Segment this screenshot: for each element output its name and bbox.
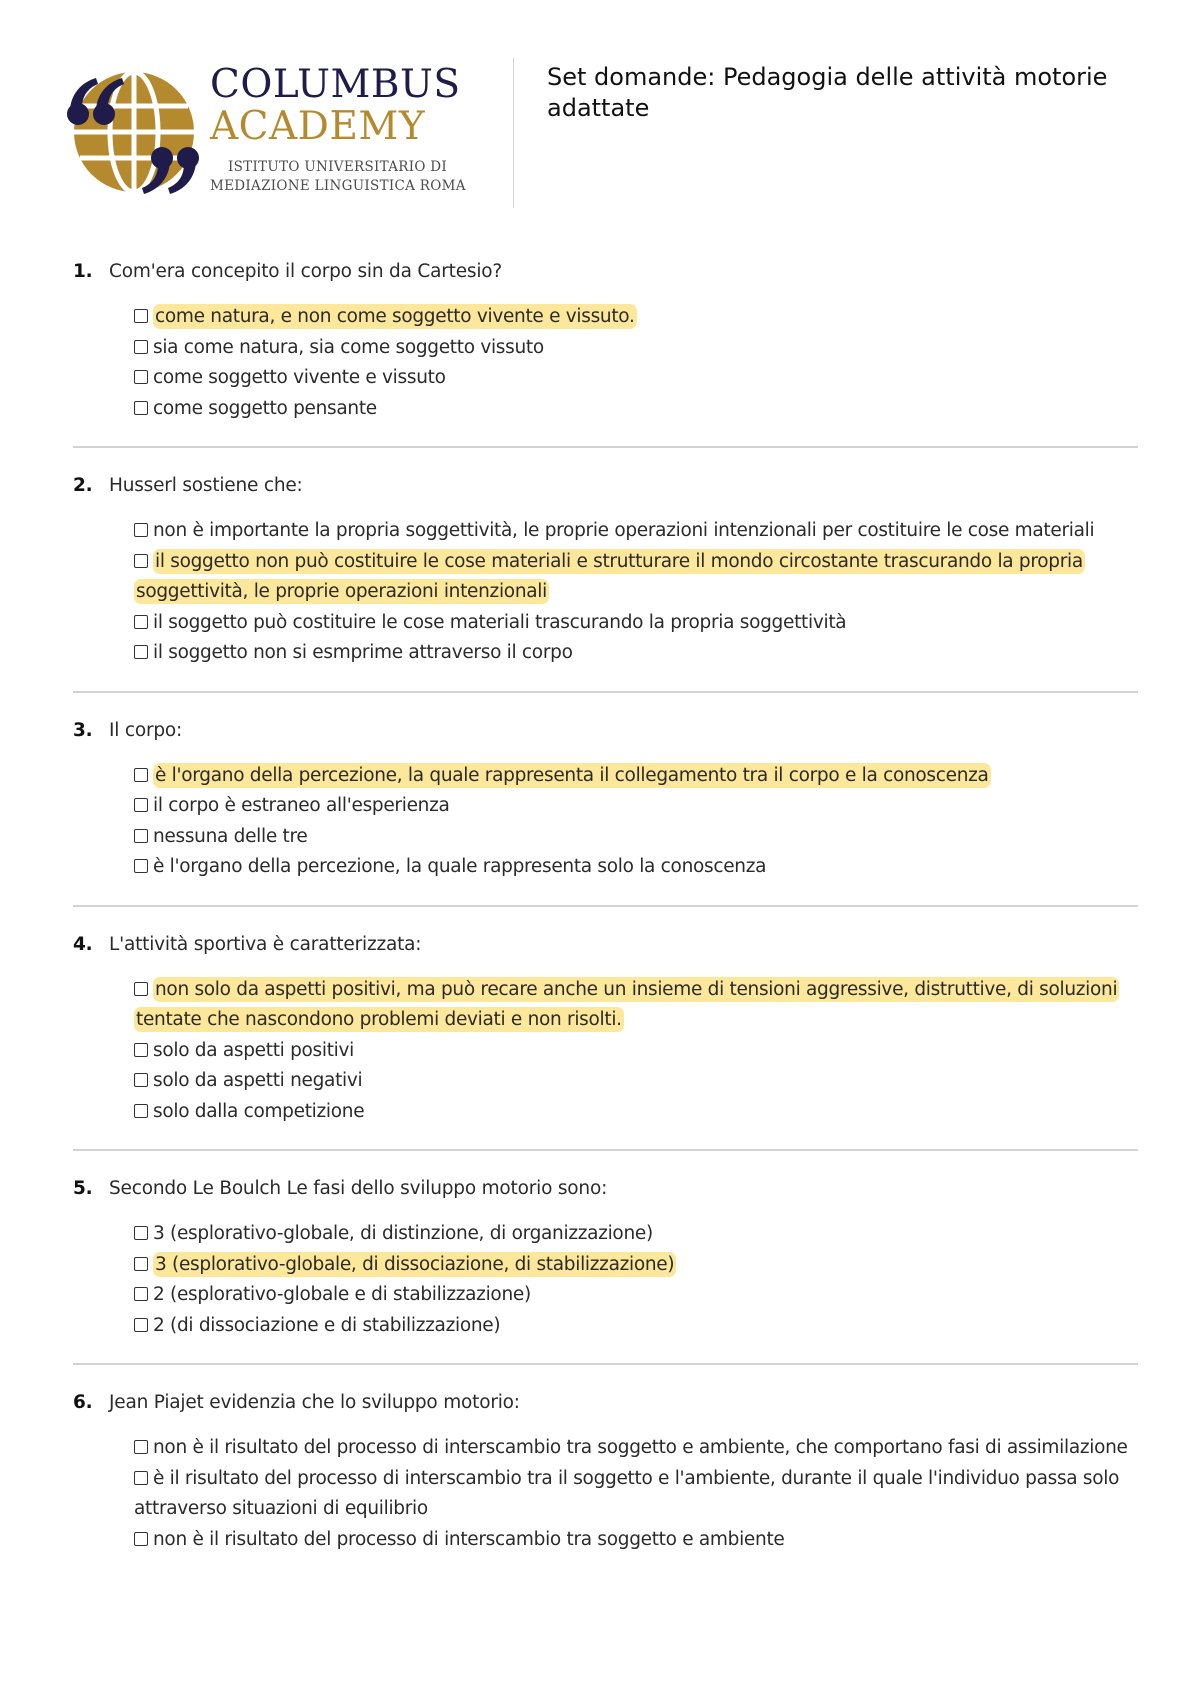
checkbox-icon[interactable] (134, 859, 148, 873)
checkbox-icon[interactable] (134, 1318, 148, 1332)
answer-option[interactable] (134, 363, 1132, 394)
checkbox-icon[interactable] (134, 1471, 148, 1485)
answer-text: è l'organo della percezione, la quale rappresenta solo la conoscenza (153, 856, 767, 877)
checkbox-icon[interactable] (134, 1532, 148, 1546)
brand-name-line1: COLUMBUS (210, 62, 461, 107)
answer-options (73, 1219, 1138, 1341)
checkbox-icon[interactable] (134, 1226, 148, 1240)
answer-option-correct[interactable] (134, 1250, 1132, 1281)
answer-option[interactable] (134, 516, 1132, 547)
question-number: 1. (73, 261, 93, 282)
checkbox-icon[interactable] (134, 1440, 148, 1454)
answer-option[interactable] (134, 1433, 1132, 1464)
checkbox-icon[interactable] (134, 1073, 148, 1087)
checkbox-icon[interactable] (134, 829, 148, 843)
answer-option[interactable] (134, 333, 1132, 364)
answer-option[interactable] (134, 852, 1132, 883)
question-number: 2. (73, 475, 93, 496)
answer-option[interactable] (134, 394, 1132, 425)
checkbox-icon[interactable] (134, 554, 148, 568)
question-1 (73, 258, 1138, 424)
answer-option-correct[interactable] (134, 975, 1132, 1036)
answer-text: non è importante la propria soggettività, le proprie operazioni intenzionali per costituire le cose materiali (153, 520, 1095, 541)
answer-option-correct[interactable] (134, 547, 1132, 608)
question-separator (73, 1363, 1138, 1365)
checkbox-icon[interactable] (134, 309, 148, 323)
answer-option-correct[interactable] (134, 302, 1132, 333)
checkbox-icon[interactable] (134, 1257, 148, 1271)
answer-text: 2 (di dissociazione e di stabilizzazione) (153, 1314, 501, 1336)
answer-options (73, 975, 1138, 1128)
question-separator (73, 691, 1138, 693)
answer-option[interactable] (134, 1311, 1132, 1342)
answer-option[interactable] (134, 791, 1132, 822)
answer-options (73, 761, 1138, 883)
document-title: Set domande: Pedagogia delle attività motorie adattate (547, 63, 1108, 122)
question-text: Jean Piajet evidenzia che lo sviluppo motorio: (109, 1392, 520, 1413)
answer-text: il soggetto può costituire le cose materiali trascurando la propria soggettività (153, 611, 847, 633)
answer-option-correct[interactable] (134, 761, 1132, 792)
brand-wordmark (210, 64, 490, 196)
answer-text: 3 (esplorativo-globale, di distinzione, di organizzazione) (153, 1223, 653, 1244)
question-list (73, 258, 1138, 1555)
answer-text: il soggetto non può costituire le cose materiali e strutturare il mondo circostante trascurando la propria soggettività, le proprie operazioni intenzionali (136, 550, 1083, 602)
question-header (73, 1175, 1138, 1203)
header-divider (513, 58, 514, 208)
brand-subtitle-line2: MEDIAZIONE LINGUISTICA ROMA (210, 178, 466, 194)
question-header (73, 1389, 1138, 1417)
question-2 (73, 472, 1138, 669)
answer-text: non è il risultato del processo di interscambio tra soggetto e ambiente, che comportano fasi di assimilazione (153, 1437, 1128, 1458)
question-header (73, 472, 1138, 500)
answer-options (73, 302, 1138, 424)
question-separator (73, 1149, 1138, 1151)
question-text: Husserl sostiene che: (109, 475, 303, 496)
answer-options (73, 1433, 1138, 1555)
answer-text: il soggetto non si esmprime attraverso il corpo (153, 642, 573, 663)
answer-text: sia come natura, sia come soggetto vissuto (153, 336, 544, 358)
checkbox-icon[interactable] (134, 615, 148, 629)
answer-option[interactable] (134, 1036, 1132, 1067)
answer-text: il corpo è estraneo all'esperienza (153, 795, 450, 816)
question-6 (73, 1389, 1138, 1555)
answer-option[interactable] (134, 1464, 1132, 1525)
question-text: Secondo Le Boulch Le fasi dello sviluppo motorio sono: (109, 1178, 608, 1199)
answer-option[interactable] (134, 608, 1132, 639)
answer-text: nessuna delle tre (153, 825, 308, 847)
answer-option[interactable] (134, 822, 1132, 853)
checkbox-icon[interactable] (134, 982, 148, 996)
checkbox-icon[interactable] (134, 645, 148, 659)
answer-option[interactable] (134, 1066, 1132, 1097)
checkbox-icon[interactable] (134, 1104, 148, 1118)
question-text: L'attività sportiva è caratterizzata: (109, 933, 422, 955)
checkbox-icon[interactable] (134, 1043, 148, 1057)
question-3 (73, 717, 1138, 883)
brand-subtitle-line1: ISTITUTO UNIVERSITARIO DI (228, 159, 448, 175)
answer-text: non è il risultato del processo di interscambio tra soggetto e ambiente (153, 1528, 785, 1550)
question-separator (73, 446, 1138, 448)
question-number: 6. (73, 1392, 93, 1413)
answer-text: solo dalla competizione (153, 1100, 365, 1122)
question-header (73, 717, 1138, 745)
columbus-academy-logo-icon (62, 62, 202, 202)
answer-text: come soggetto vivente e vissuto (153, 367, 446, 388)
checkbox-icon[interactable] (134, 768, 148, 782)
checkbox-icon[interactable] (134, 1287, 148, 1301)
answer-options (73, 516, 1138, 669)
answer-text: 2 (esplorativo-globale e di stabilizzazione) (153, 1284, 531, 1305)
checkbox-icon[interactable] (134, 798, 148, 812)
checkbox-icon[interactable] (134, 523, 148, 537)
question-number: 3. (73, 719, 93, 741)
answer-text: solo da aspetti negativi (153, 1070, 363, 1091)
answer-text: è il risultato del processo di interscambio tra il soggetto e l'ambiente, durante il quale l'individuo passa solo attraverso situazioni di equilibrio (134, 1467, 1120, 1519)
question-separator (73, 905, 1138, 907)
brand-name-line2: ACADEMY (210, 104, 426, 149)
answer-option[interactable] (134, 1219, 1132, 1250)
answer-text: 3 (esplorativo-globale, di dissociazione, di stabilizzazione) (155, 1253, 675, 1275)
checkbox-icon[interactable] (134, 340, 148, 354)
answer-option[interactable] (134, 1525, 1132, 1556)
question-number: 4. (73, 933, 93, 955)
answer-option[interactable] (134, 1280, 1132, 1311)
answer-option[interactable] (134, 1097, 1132, 1128)
answer-text: come natura, e non come soggetto vivente e vissuto. (155, 306, 635, 327)
answer-text: come soggetto pensante (153, 397, 377, 419)
question-header (73, 931, 1138, 959)
answer-option[interactable] (134, 638, 1132, 669)
answer-text: solo da aspetti positivi (153, 1039, 355, 1061)
document-header (0, 0, 1200, 220)
question-5 (73, 1175, 1138, 1341)
question-text: Com'era concepito il corpo sin da Cartesio? (109, 261, 503, 282)
question-4 (73, 931, 1138, 1128)
answer-text: è l'organo della percezione, la quale rappresenta il collegamento tra il corpo e la conoscenza (155, 764, 989, 786)
question-header (73, 258, 1138, 286)
checkbox-icon[interactable] (134, 370, 148, 384)
answer-text: non solo da aspetti positivi, ma può recare anche un insieme di tensioni aggressive, distruttive, di soluzioni tentate che nascondono problemi deviati e non risolti. (136, 978, 1118, 1030)
checkbox-icon[interactable] (134, 401, 148, 415)
question-number: 5. (73, 1178, 93, 1199)
question-text: Il corpo: (109, 719, 183, 741)
